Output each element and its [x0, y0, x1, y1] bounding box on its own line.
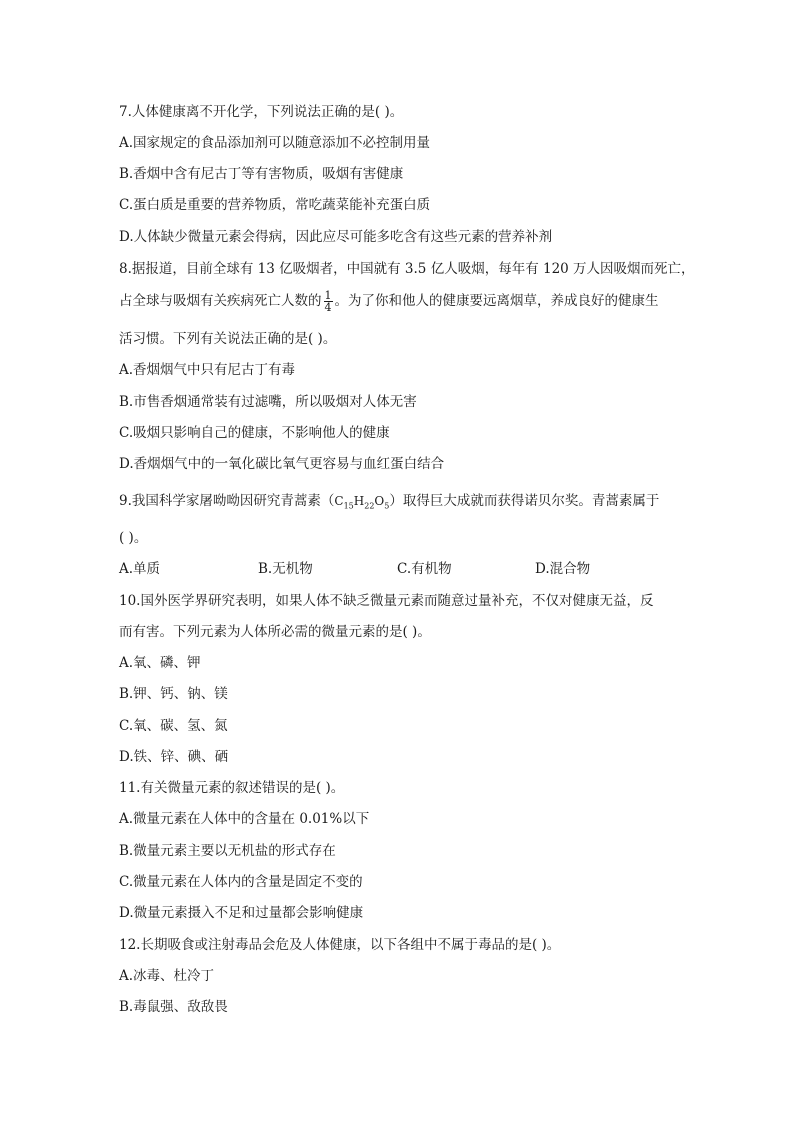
q8-option-d: D.香烟烟气中的一氧化碳比氧气更容易与血红蛋白结合 [119, 456, 445, 472]
q10-option-a: A.氧、磷、钾 [119, 655, 201, 671]
q8-line2-post: 。为了你和他人的健康要远离烟草，养成良好的健康生 [334, 293, 659, 309]
q7-option-a: A.国家规定的食品添加剂可以随意添加不必控制用量 [119, 135, 431, 151]
q9-option-a: A.单质 [119, 561, 161, 577]
q10-option-c: C.氧、碳、氢、氮 [119, 718, 228, 734]
q7-option-b: B.香烟中含有尼古丁等有害物质，吸烟有害健康 [119, 166, 404, 182]
q11-option-a: A.微量元素在人体中的含量在 0.01%以下 [119, 811, 370, 827]
fraction-one-quarter [324, 290, 333, 313]
q8-stem-line2 [119, 290, 659, 313]
q9-line1-post: ）取得巨大成就而获得诺贝尔奖。青蒿素属于 [389, 493, 660, 509]
q7-option-c: C.蛋白质是重要的营养物质，常吃蔬菜能补充蛋白质 [119, 197, 431, 213]
q10-option-d: D.铁、锌、碘、硒 [119, 749, 229, 765]
q7-option-d: D.人体缺少微量元素会得病，因此应尽可能多吃含有这些元素的营养补剂 [119, 229, 553, 245]
q8-option-b: B.市售香烟通常装有过滤嘴，所以吸烟对人体无害 [119, 394, 417, 410]
q8-line2-pre: 占全球与吸烟有关疾病死亡人数的 [119, 293, 322, 309]
q11-option-d: D.微量元素摄入不足和过量都会影响健康 [119, 905, 364, 921]
q12-option-a: A.冰毒、杜冷丁 [119, 968, 215, 984]
q11-option-b: B.微量元素主要以无机盐的形式存在 [119, 843, 336, 859]
q10-stem-line2: 而有害。下列元素为人体所必需的微量元素的是( )。 [119, 624, 431, 640]
q10-stem-line1: 10.国外医学界研究表明，如果人体不缺乏微量元素而随意过量补充，不仅对健康无益，反 [119, 593, 654, 609]
q12-stem: 12.长期吸食或注射毒品会危及人体健康，以下各组中不属于毒品的是( )。 [119, 937, 561, 953]
q9-stem-line2: ( )。 [119, 530, 148, 546]
q8-option-a: A.香烟烟气中只有尼古丁有毒 [119, 362, 296, 378]
artemisinin-formula: $C_{15}H_{22}O_5$ [334, 494, 390, 511]
q9-option-b: B.无机物 [258, 561, 313, 577]
q9-option-c: C.有机物 [397, 561, 452, 577]
q9-stem-line1 [119, 491, 659, 516]
fraction-denominator: 4 [324, 301, 332, 314]
q9-option-d: D.混合物 [535, 561, 591, 577]
q11-stem: 11.有关微量元素的叙述错误的是( )。 [119, 780, 345, 796]
q7-stem: 7.人体健康离不开化学，下列说法正确的是( )。 [119, 104, 404, 120]
fraction-numerator: 1 [324, 289, 332, 302]
q8-option-c: C.吸烟只影响自己的健康，不影响他人的健康 [119, 425, 390, 441]
q8-stem-line3: 活习惯。下列有关说法正确的是( )。 [119, 331, 337, 347]
q12-option-b: B.毒鼠强、敌敌畏 [119, 999, 228, 1015]
q9-line1-pre: 9.我国科学家屠呦呦因研究青蒿素（ [119, 493, 335, 509]
q11-option-c: C.微量元素在人体内的含量是固定不变的 [119, 874, 363, 890]
q8-stem-line1: 8.据报道，目前全球有 13 亿吸烟者，中国就有 3.5 亿人吸烟，每年有 120 万人因吸烟而死亡， [119, 261, 695, 277]
q10-option-b: B.钾、钙、钠、镁 [119, 686, 228, 702]
